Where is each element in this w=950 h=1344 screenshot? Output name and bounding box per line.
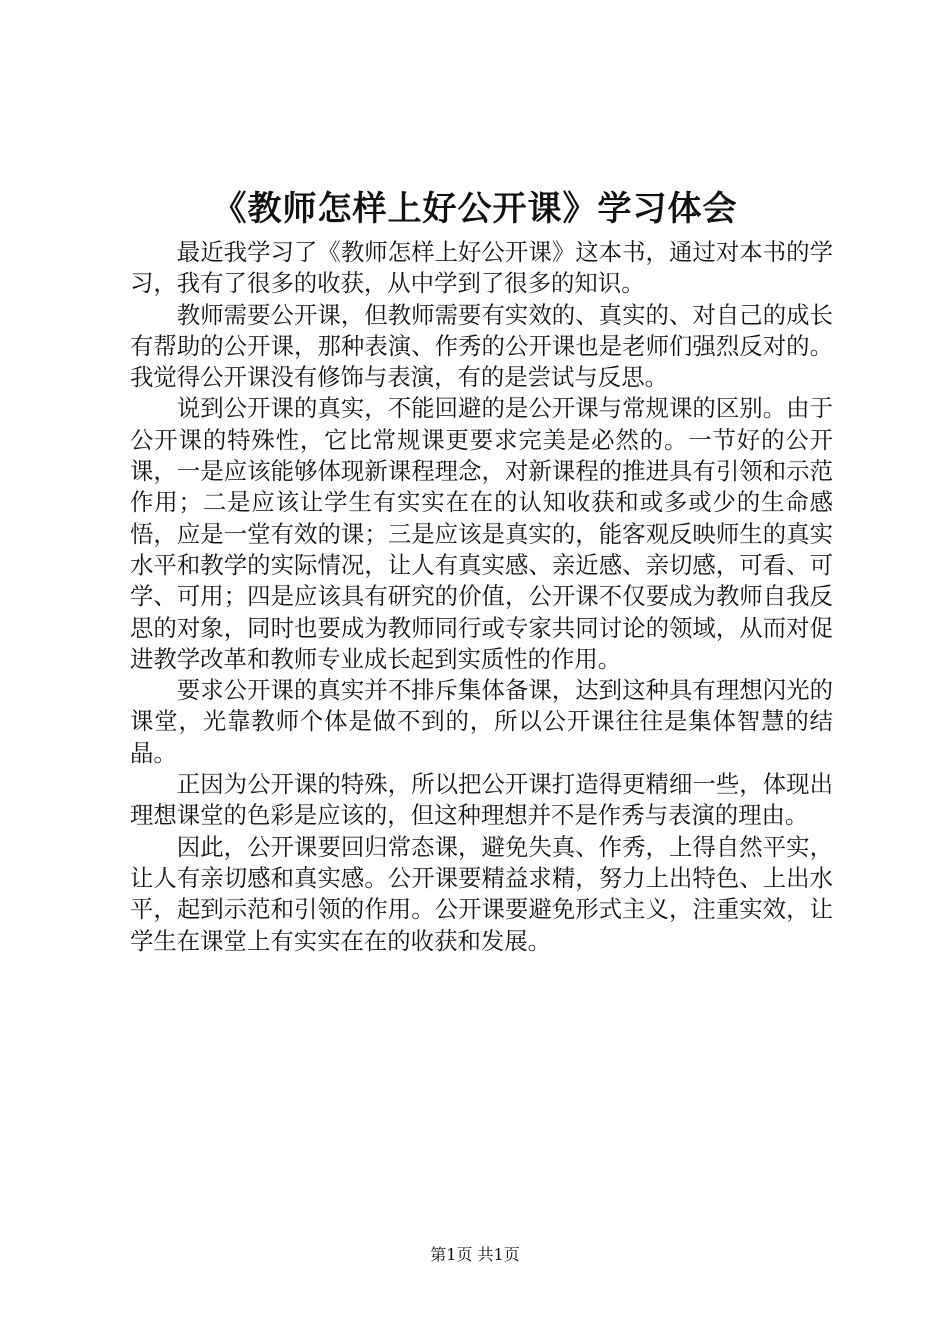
paragraph-5: 正因为公开课的特殊，所以把公开课打造得更精细一些，体现出理想课堂的色彩是应该的，但这种理想并不是作秀与表演的理由。: [130, 770, 833, 830]
paragraph-4: 要求公开课的真实并不排斥集体备课，达到这种具有理想闪光的课堂，光靠教师个体是做不到的，所以公开课往往是集体智慧的结晶。: [130, 676, 833, 767]
paragraph-2: 教师需要公开课，但教师需要有实效的、真实的、对自己的成长有帮助的公开课，那种表演、作秀的公开课也是老师们强烈反对的。我觉得公开课没有修饰与表演，有的是尝试与反思。: [130, 300, 833, 392]
paragraph-1: 最近我学习了《教师怎样上好公开课》这本书，通过对本书的学习，我有了很多的收获，从中学到了很多的知识。: [130, 238, 833, 298]
paragraph-3: 说到公开课的真实，不能回避的是公开课与常规课的区别。由于公开课的特殊性，它比常规课更要求完美是必然的。一节好的公开课，一是应该能够体现新课程理念，对新课程的推进具有引领和示范作用；二是应该让学生有实实在在的认知收获和或多或少的生命感悟，应是一堂有效的课；三是应该是真实的，能客观反映师生的真实水平和教学的实际情况，让人有真实感、亲近感、亲切感，可看、可学、可用；四是应该具有研究的价值，公开课不仅要成为教师自我反思的对象，同时也要成为教师同行或专家共同讨论的领域，从而对促进教学改革和教师专业成长起到实质性的作用。: [130, 394, 833, 673]
paragraph-6: 因此，公开课要回归常态课，避免失真、作秀，上得自然平实，让人有亲切感和真实感。公开课要精益求精，努力上出特色、上出水平，起到示范和引领的作用。公开课要避免形式主义，注重实效，让学生在课堂上有实实在在的收获和发展。: [130, 832, 833, 955]
document-title: 《教师怎样上好公开课》学习体会: [212, 189, 738, 229]
document-body: [130, 237, 833, 957]
page-footer: 第1页 共1页: [430, 1245, 520, 1264]
